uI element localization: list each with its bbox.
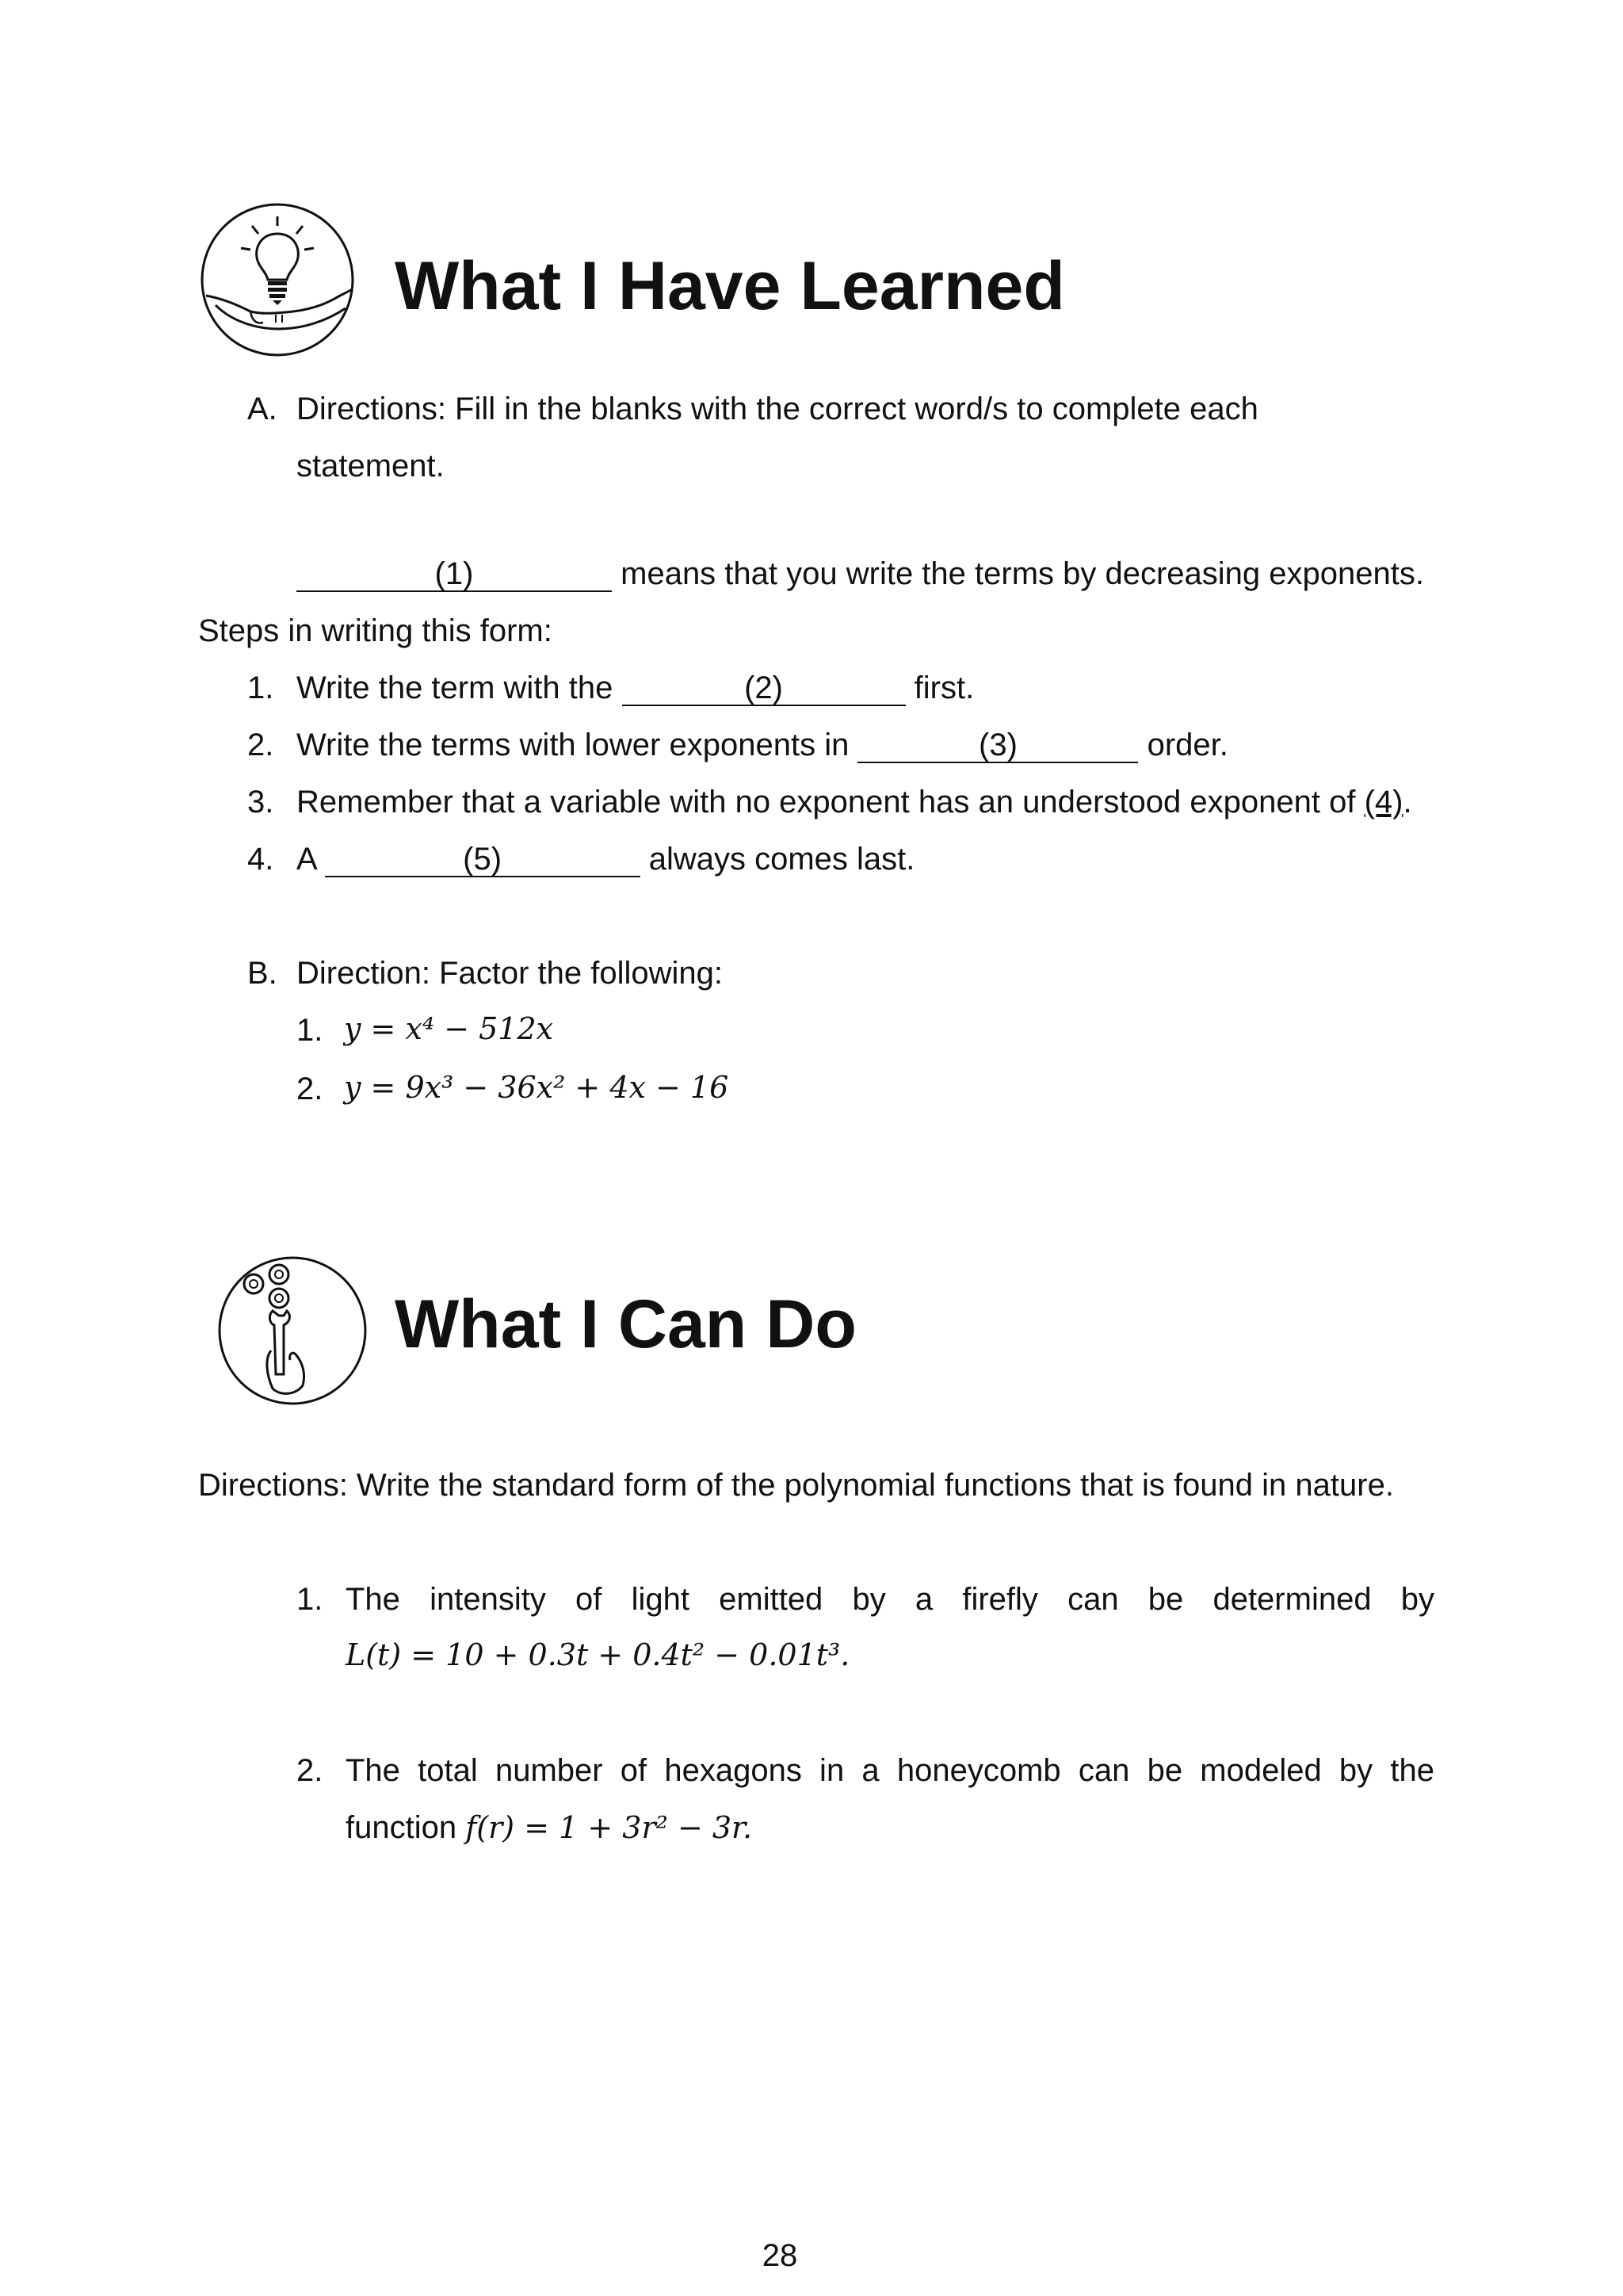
item-1-text: The intensity of light emitted by a firefly can be determined by bbox=[346, 1582, 1434, 1617]
item-1-formula: L(t) = 10 + 0.3t + 0.4t² − 0.01t³. bbox=[346, 1637, 850, 1672]
step-2-text: Write the terms with lower exponents in bbox=[296, 728, 850, 762]
item-2-formula: f(r) = 1 + 3r² − 3r. bbox=[465, 1810, 753, 1845]
wrench-gears-hand-icon bbox=[217, 1255, 368, 1406]
part-b-directions: Direction: Factor the following: bbox=[296, 956, 724, 991]
part-a-letter: A. bbox=[247, 392, 277, 426]
item-2-number: 2. bbox=[296, 1753, 323, 1788]
page-number: 28 bbox=[762, 2238, 798, 2273]
part-b-item-1-number: 1. bbox=[296, 1013, 323, 1048]
step-4-text: A bbox=[296, 842, 316, 877]
item-2-line2 bbox=[346, 1809, 752, 1847]
item-1-number: 1. bbox=[296, 1582, 323, 1617]
section-title: What I Can Do bbox=[395, 1286, 857, 1362]
part-b-item-1-expression: y = x⁴ − 512x bbox=[344, 1011, 554, 1046]
blank-2: (2) bbox=[622, 671, 906, 706]
part-a-directions-cont: statement. bbox=[296, 449, 445, 483]
step-2 bbox=[296, 726, 1228, 764]
blank-4: (4) bbox=[1364, 785, 1403, 819]
step-2-end: order. bbox=[1147, 728, 1228, 762]
part-b-item-2-expression: y = 9x³ − 36x² + 4x − 16 bbox=[344, 1070, 729, 1105]
step-4-number: 4. bbox=[247, 842, 274, 877]
step-1-text: Write the term with the bbox=[296, 670, 613, 705]
item-2-prefix: function bbox=[346, 1810, 457, 1845]
step-3-number: 3. bbox=[247, 785, 274, 819]
section-title: What I Have Learned bbox=[395, 248, 1065, 324]
step-2-number: 2. bbox=[247, 728, 274, 762]
step-3-end: . bbox=[1403, 785, 1412, 819]
step-4-end: always comes last. bbox=[648, 842, 915, 877]
item-2-text: The total number of hexagons in a honeycomb can be modeled by the bbox=[346, 1753, 1434, 1788]
section-2-directions: Directions: Write the standard form of the polynomial functions that is found in nature. bbox=[198, 1468, 1394, 1503]
part-b-item-2-number: 2. bbox=[296, 1072, 323, 1106]
step-3-text: Remember that a variable with no exponent has an understood exponent of bbox=[296, 785, 1356, 819]
statement-text: means that you write the terms by decreasing exponents. bbox=[621, 556, 1424, 591]
fill-in-statement bbox=[296, 555, 1424, 593]
part-b-letter: B. bbox=[247, 956, 277, 991]
part-a-directions: Directions: Fill in the blanks with the correct word/s to complete each bbox=[296, 392, 1258, 426]
blank-1: (1) bbox=[296, 557, 612, 592]
step-3 bbox=[296, 783, 1412, 821]
lightbulb-hand-icon bbox=[200, 202, 355, 357]
step-4 bbox=[296, 840, 915, 878]
step-1 bbox=[296, 669, 974, 707]
blank-5: (5) bbox=[325, 842, 640, 877]
step-1-end: first. bbox=[914, 670, 975, 705]
steps-heading: Steps in writing this form: bbox=[198, 613, 552, 648]
blank-3: (3) bbox=[857, 728, 1138, 763]
step-1-number: 1. bbox=[247, 670, 274, 705]
